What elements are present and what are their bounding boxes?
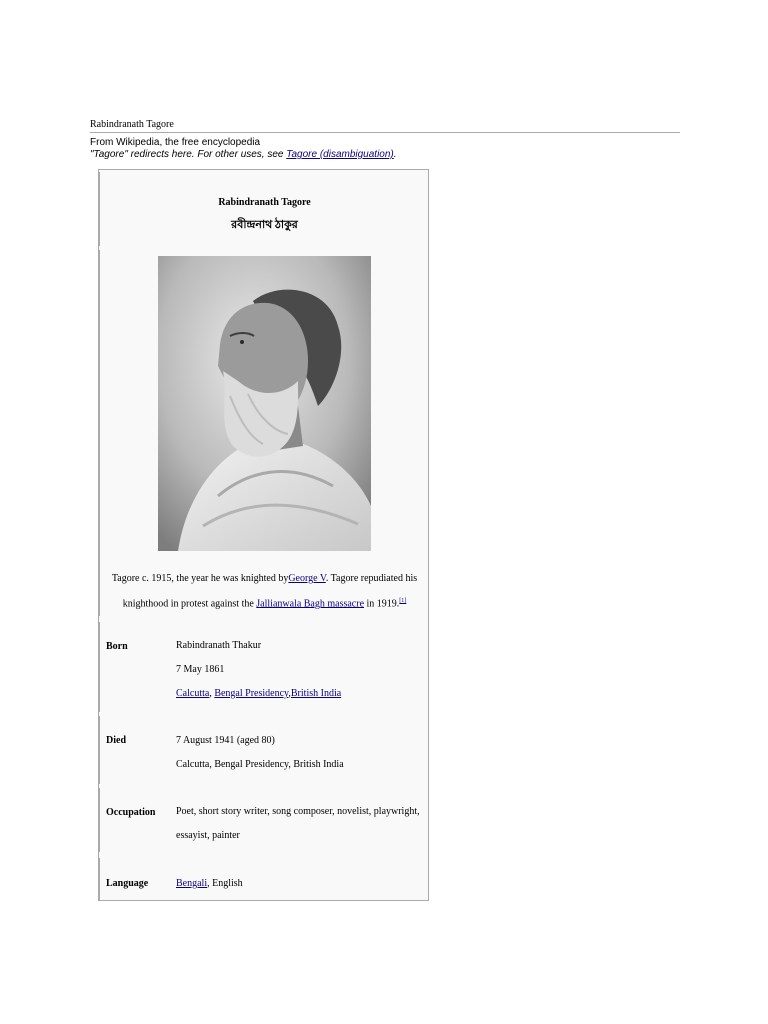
birth-date: 7 May 1861 [176, 664, 225, 675]
died-label: Died [106, 735, 126, 746]
cell-edge [99, 250, 100, 616]
cell-edge [99, 716, 100, 784]
caption-text: . Tagore repudiated his knighthood in protest against the [122, 573, 418, 610]
page-title: Rabindranath Tagore [90, 119, 680, 133]
birth-name: Rabindranath Thakur [176, 640, 262, 651]
cell-edge [99, 788, 100, 852]
infobox-name: Rabindranath Tagore [218, 197, 311, 208]
death-place: Calcutta, Bengal Presidency, British India [176, 759, 344, 770]
british-india-link[interactable]: British India [290, 688, 342, 699]
occupation-line: Poet, short story writer, song composer, novelist, playwright, [176, 806, 420, 817]
infobox-native-name: রবীন্দ্রনাথ ঠাকুর [231, 219, 298, 231]
from-wikipedia-note: From Wikipedia, the free encyclopedia [90, 137, 261, 148]
bengali-link[interactable]: Bengali [176, 878, 208, 889]
portrait-caption [107, 567, 422, 615]
language-value [176, 872, 426, 896]
born-value [176, 634, 426, 706]
disambiguation-link[interactable]: Tagore (disambiguation) [286, 149, 394, 160]
birth-place [176, 682, 426, 706]
redirect-suffix: . [393, 149, 397, 160]
occupation-line: essayist, painter [176, 830, 240, 841]
redirect-prefix: "Tagore" redirects here. For other uses, see [90, 149, 287, 160]
caption-text: in 1919. [364, 598, 400, 610]
infobox [98, 169, 429, 901]
cell-edge [99, 622, 100, 712]
reference-link[interactable]: [1] [399, 598, 407, 604]
occupation-value [176, 800, 426, 848]
calcutta-link[interactable]: Calcutta [176, 688, 210, 699]
tagore-portrait[interactable] [158, 256, 371, 551]
redirect-note [90, 149, 397, 161]
george-v-link[interactable]: George V [288, 573, 326, 584]
separator: , [209, 688, 215, 699]
died-value [176, 729, 426, 777]
born-label: Born [106, 641, 128, 652]
bengal-presidency-link[interactable]: Bengal Presidency [214, 688, 289, 699]
language-label: Language [106, 878, 149, 889]
jallianwala-bagh-link[interactable]: Jallianwala Bagh massacre [256, 598, 365, 610]
death-date: 7 August 1941 (aged 80) [176, 735, 275, 746]
language-rest: , English [207, 878, 243, 889]
caption-text: Tagore c. 1915, the year he was knighted by [111, 573, 289, 584]
cell-edge [99, 858, 100, 900]
separator: , [288, 688, 291, 699]
occupation-label: Occupation [106, 807, 156, 818]
